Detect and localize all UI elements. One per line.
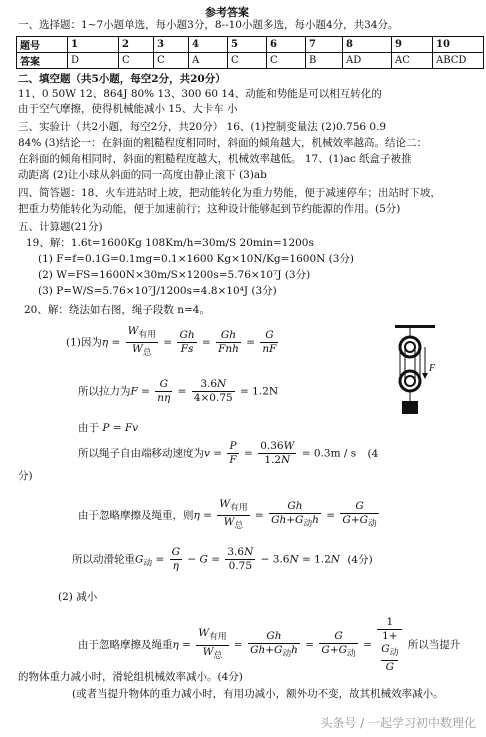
table-cell: AC xyxy=(392,53,433,69)
section3-line: 在斜面的倾角相同时，斜面的粗糙程度越大，机械效率越低。 17、(1)ac 纸盒子被推 xyxy=(18,153,412,165)
table-cell: B xyxy=(306,53,343,69)
formula-suffix: 所以当提升 xyxy=(407,639,461,652)
table-cell: 10 xyxy=(433,37,484,53)
table-cell: 6 xyxy=(267,37,306,53)
q19-line: (1) F=f=0.1G=0.1mg=0.1×1600 Kg×10N/Kg=1600N (3分) xyxy=(38,253,355,265)
table-cell: D xyxy=(68,53,119,69)
formula-prefix: 所以拉力为 xyxy=(78,385,131,398)
force-value: 1.2N xyxy=(252,385,279,398)
ceiling xyxy=(395,325,435,328)
table-cell: 7 xyxy=(306,37,343,53)
formula-force: 所以拉力为F = $\frac{G}{n\eta}$ = $\frac{3.6N}{4\times 0.75}$ = 1.2N xyxy=(78,378,279,404)
section5-heading: 五、计算题(21分) xyxy=(18,221,103,233)
table-row-number xyxy=(17,37,484,53)
pulley-diagram xyxy=(395,325,455,425)
table-cell: 4 xyxy=(189,37,228,53)
formula-prefix: 所以绳子自由端移动速度为 xyxy=(78,447,204,460)
table-cell: 8 xyxy=(343,37,392,53)
score: (4 xyxy=(367,447,379,460)
score-wrap: 分) xyxy=(18,470,33,482)
table-cell: AD xyxy=(343,53,392,69)
formula-prefix: 由于忽略摩擦及绳重 xyxy=(78,639,173,652)
moving-pulley-inner xyxy=(405,376,415,386)
table-cell: A xyxy=(189,53,228,69)
formula-gdong: 所以动滑轮重$G_动$ = $\frac{G}{\eta}$ − G = $\frac{3.6N}{0.75}$ − 3.6N = 1.2N (4分) xyxy=(72,546,373,572)
table-cell: C xyxy=(267,53,306,69)
section4-line: 把重力势能转化为动能，便于加速前行；这种设计能够起到节约能源的作用。(5分) xyxy=(18,203,401,215)
q19-line: (3) P=W/S=5.76×10⁷J/1200s=4.8×10⁴J (3分) xyxy=(38,285,277,297)
section3-line: 动距离 (2)让小球从斜面的同一高度由静止滚下 (3)ab xyxy=(18,169,267,181)
formula-efficiency: (1)因为η = $\frac{W_{有用}}{W_总}$ = $\frac{Gh}{Fs}$ = $\frac{Gh}{\text{Fnh}}$ = $\frac{G}{nF}$ xyxy=(66,325,277,359)
load-block xyxy=(402,401,418,414)
table-cell: 9 xyxy=(392,37,433,53)
section2-heading: 二、填空题（共5小题，每空2分，共20分） xyxy=(18,73,226,85)
score: (4分) xyxy=(347,553,373,566)
table-cell: 2 xyxy=(119,37,154,53)
q20-end-line: 的物体重力减小时，滑轮组机械效率减小。(4分) xyxy=(18,671,243,683)
table-cell: C xyxy=(228,53,267,69)
fixed-pulley-outer xyxy=(400,337,420,357)
table-cell: C xyxy=(119,53,154,69)
moving-pulley-outer xyxy=(400,371,420,391)
section2-line: 由于空气摩擦，使得机械能减小 15、大卡车 小 xyxy=(18,103,238,115)
formula-final: 由于忽略摩擦及绳重η = $\frac{W_{有用}}{W_总}$ = $\frac{Gh}{Gh+G_动h}$ = $\frac{G}{G+G_动}$ = 1 1+ $G_动$ G 所以当提升 xyxy=(78,616,461,674)
q20-part2: (2) 减小 xyxy=(58,591,98,603)
table-cell: 5 xyxy=(228,37,267,53)
table-cell: 题号 xyxy=(17,37,68,53)
formula-prefix: (1)因为 xyxy=(66,336,102,349)
section2-line: 11、0 50W 12、864J 80% 13、300 60 14、动能和势能是可以相互转化的 xyxy=(18,88,382,100)
formula-power xyxy=(78,422,138,435)
section4-line: 四、简答题：18、火车进站时上坡，把动能转化为重力势能，便于减速停车；出站时下坡， xyxy=(18,187,441,199)
table-row-answer xyxy=(17,53,484,69)
force-label: F xyxy=(429,363,436,374)
section3-line: 84% (3)结论一：在斜面的粗糙程度相同时，斜面的倾角越大，机械效率越高。结论二： xyxy=(18,137,428,149)
section1-heading: 一、选择题：1~7小题单选，每小题3分，8--10小题多选，每小题4分，共34分。 xyxy=(18,19,399,31)
speed-value: 0.3m / s xyxy=(313,447,357,460)
section3-line: 三、实验计（共2小题，每空2分，共20分） 16、(1)控制变量法 (2)0.756 0.9 xyxy=(18,121,387,133)
table-cell: 3 xyxy=(154,37,189,53)
table-cell: 答案 xyxy=(17,53,68,69)
formula-speed: 所以绳子自由端移动速度为v = $\frac{P}{F}$ = $\frac{0.36W}{1.2N}$ = 0.3m / s (4 xyxy=(78,440,379,466)
table-cell: C xyxy=(154,53,189,69)
q20-end-line: (或者当提升物体的重力减小时，有用功减小，额外功不变，故其机械效率减小。 xyxy=(72,688,444,700)
formula-pfv: P = Fv xyxy=(102,422,139,434)
force-arrow xyxy=(422,373,428,379)
fixed-pulley-inner xyxy=(405,342,415,352)
table-cell: 1 xyxy=(68,37,119,53)
page-title: 参考答案 xyxy=(205,6,249,19)
q20-heading: 20、解：绕法如右图，绳子段数 n=4。 xyxy=(24,304,210,316)
q19-line: 19、解：1.6t=1600Kg 108Km/h=30m/S 20min=1200s xyxy=(26,237,314,249)
formula-prefix: 由于 xyxy=(78,422,99,434)
watermark: 头条号 / 一起学习初中数理化 xyxy=(320,716,476,730)
formula-prefix: 所以动滑轮重 xyxy=(72,553,135,566)
table-cell: ABCD xyxy=(433,53,484,69)
formula-prefix: 由于忽略摩擦及绳重，则 xyxy=(78,509,194,522)
formula-eta-ignore: 由于忽略摩擦及绳重，则η = $\frac{W_{有用}}{W_总}$ = $\frac{Gh}{Gh+G_动h}$ = $\frac{G}{G+G_动}$ xyxy=(78,498,377,532)
q19-line: (2) W=FS=1600N×30m/S×1200s=5.76×10⁷J (3分) xyxy=(38,269,311,281)
answer-table xyxy=(16,36,484,69)
